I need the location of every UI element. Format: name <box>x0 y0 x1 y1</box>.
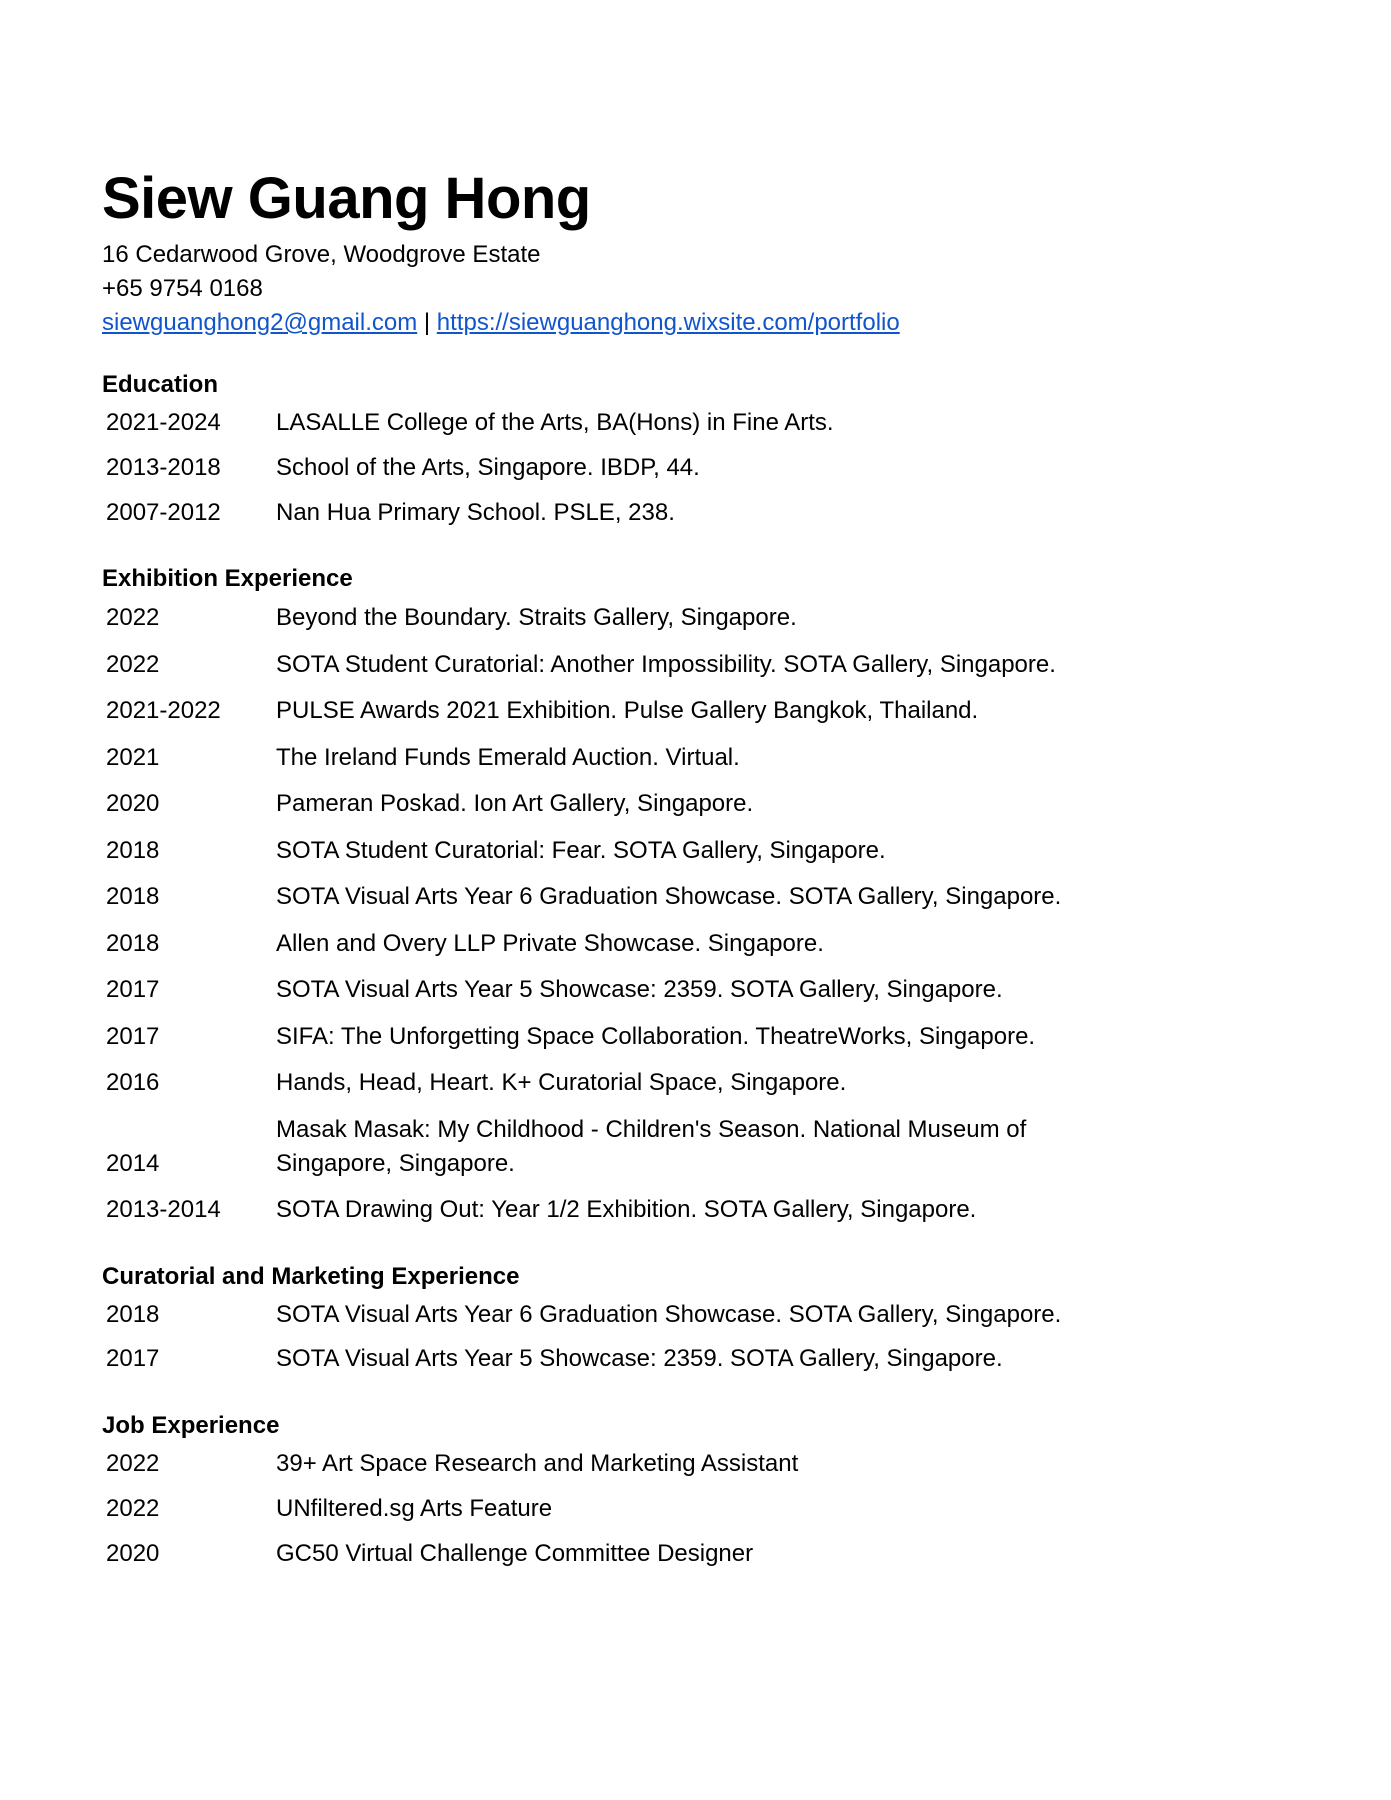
resume-page <box>102 160 1282 1571</box>
exhibition-row <box>102 880 1282 914</box>
row-date: 2022 <box>106 1450 160 1477</box>
row-date: 2013-2014 <box>106 1196 221 1223</box>
row-date: 2018 <box>106 929 160 957</box>
exhibition-row <box>102 1113 1282 1181</box>
row-date: 2022 <box>106 604 160 631</box>
row-description: Beyond the Boundary. Straits Gallery, Singapore. <box>276 604 797 631</box>
exhibition-row <box>102 1066 1282 1100</box>
exhibition-row <box>102 787 1282 821</box>
row-date: 2022 <box>106 1495 160 1522</box>
row-description: SOTA Student Curatorial: Another Impossibility. SOTA Gallery, Singapore. <box>276 650 1056 678</box>
row-date: 2020 <box>106 1540 160 1567</box>
exhibition-row <box>102 694 1282 728</box>
row-date: 2021-2022 <box>106 697 221 724</box>
row-date: 2020 <box>106 790 160 817</box>
row-description: GC50 Virtual Challenge Committee Designer <box>276 1540 754 1567</box>
exhibition-row <box>102 973 1282 1007</box>
exhibition-section <box>102 562 1282 1227</box>
curatorial-row <box>102 1298 1282 1332</box>
education-row <box>102 451 1282 485</box>
row-date: 2021-2024 <box>106 409 221 436</box>
section-title-curatorial: Curatorial and Marketing Experience <box>102 1263 520 1290</box>
job-row <box>102 1537 1282 1571</box>
education-row <box>102 496 1282 530</box>
education-list <box>102 406 1282 530</box>
row-date: 2017 <box>106 1345 160 1372</box>
row-description: Allen and Overy LLP Private Showcase. Singapore. <box>276 929 824 957</box>
row-description: Masak Masak: My Childhood - Children's Season. National Museum of Singapore, Singapore. <box>276 1115 1027 1177</box>
phone-line: +65 9754 0168 <box>102 275 263 302</box>
row-description: 39+ Art Space Research and Marketing Assistant <box>276 1450 799 1477</box>
row-description: SIFA: The Unforgetting Space Collaboration. TheatreWorks, Singapore. <box>276 1022 1036 1050</box>
row-date: 2016 <box>106 1069 160 1096</box>
section-title-education: Education <box>102 371 219 398</box>
row-date: 2013-2018 <box>106 454 221 481</box>
resume-header <box>102 160 1282 340</box>
job-section <box>102 1409 1282 1571</box>
row-description: The Ireland Funds Emerald Auction. Virtual. <box>276 743 740 771</box>
row-date: 2017 <box>106 1022 160 1050</box>
portfolio-link[interactable]: https://siewguanghong.wixsite.com/portfolio <box>436 309 900 336</box>
curatorial-row <box>102 1342 1282 1376</box>
exhibition-row <box>102 1020 1282 1054</box>
row-description: SOTA Visual Arts Year 6 Graduation Showcase. SOTA Gallery, Singapore. <box>276 883 1062 910</box>
exhibition-row <box>102 927 1282 961</box>
row-description: LASALLE College of the Arts, BA(Hons) in Fine Arts. <box>276 409 834 436</box>
exhibition-list <box>102 601 1282 1227</box>
row-description: UNfiltered.sg Arts Feature <box>276 1495 553 1522</box>
row-description: SOTA Visual Arts Year 5 Showcase: 2359. SOTA Gallery, Singapore. <box>276 976 1003 1003</box>
row-date: 2018 <box>106 1301 160 1328</box>
job-row <box>102 1447 1282 1481</box>
row-date: 2017 <box>106 976 160 1003</box>
section-title-jobs: Job Experience <box>102 1412 280 1439</box>
row-description: School of the Arts, Singapore. IBDP, 44. <box>276 454 700 481</box>
row-description: SOTA Student Curatorial: Fear. SOTA Gallery, Singapore. <box>276 836 886 864</box>
row-description: SOTA Drawing Out: Year 1/2 Exhibition. SOTA Gallery, Singapore. <box>276 1196 977 1223</box>
address-line: 16 Cedarwood Grove, Woodgrove Estate <box>102 241 541 268</box>
link-separator: | <box>417 309 437 336</box>
education-section <box>102 368 1282 530</box>
education-row <box>102 406 1282 440</box>
section-title-exhibition: Exhibition Experience <box>102 565 353 592</box>
exhibition-row <box>102 741 1282 775</box>
exhibition-row <box>102 601 1282 635</box>
row-date: 2021 <box>106 743 160 771</box>
links-line <box>102 306 1282 340</box>
row-date: 2007-2012 <box>106 499 221 526</box>
exhibition-row <box>102 648 1282 682</box>
job-list <box>102 1447 1282 1571</box>
row-date: 2022 <box>106 650 160 678</box>
row-date: 2018 <box>106 883 160 910</box>
row-description: Nan Hua Primary School. PSLE, 238. <box>276 499 675 526</box>
row-date: 2018 <box>106 836 160 864</box>
exhibition-row <box>102 1193 1282 1227</box>
curatorial-section <box>102 1260 1282 1376</box>
row-description: SOTA Visual Arts Year 6 Graduation Showcase. SOTA Gallery, Singapore. <box>276 1301 1062 1328</box>
row-description: Hands, Head, Heart. K+ Curatorial Space, Singapore. <box>276 1069 847 1096</box>
row-description: SOTA Visual Arts Year 5 Showcase: 2359. SOTA Gallery, Singapore. <box>276 1345 1003 1372</box>
curatorial-list <box>102 1298 1282 1376</box>
row-description: Pameran Poskad. Ion Art Gallery, Singapore. <box>276 790 754 817</box>
row-description: PULSE Awards 2021 Exhibition. Pulse Gallery Bangkok, Thailand. <box>276 697 979 724</box>
exhibition-row <box>102 834 1282 868</box>
applicant-name: Siew Guang Hong <box>102 166 591 231</box>
row-date: 2014 <box>106 1149 160 1177</box>
email-link[interactable]: siewguanghong2@gmail.com <box>102 309 418 336</box>
job-row <box>102 1492 1282 1526</box>
